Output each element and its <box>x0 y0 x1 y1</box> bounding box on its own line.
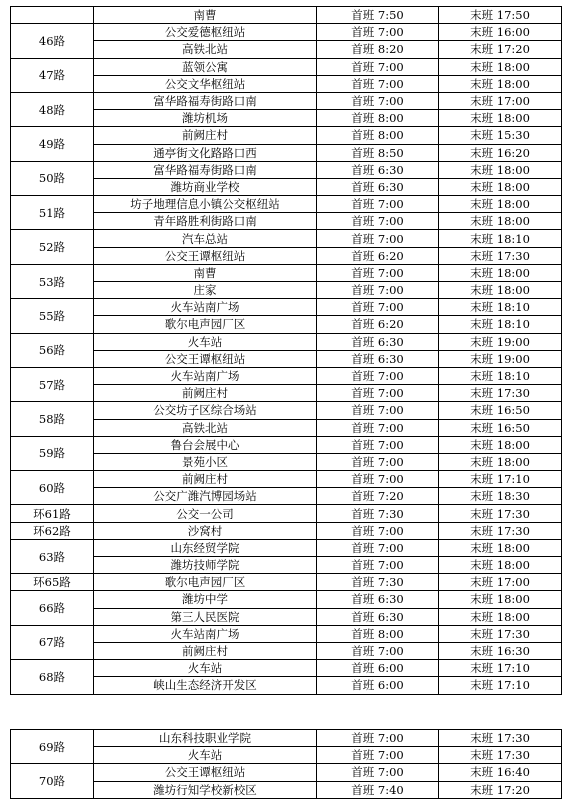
schedule-row <box>11 591 562 608</box>
route-number: 57路 <box>11 367 94 401</box>
last-bus-time: 末班 18:30 <box>439 488 562 505</box>
last-bus-time: 末班 17:00 <box>439 92 562 109</box>
first-bus-time: 首班 7:00 <box>317 747 439 764</box>
last-bus-time: 末班 18:00 <box>439 539 562 556</box>
first-bus-time: 首班 7:00 <box>317 402 439 419</box>
stop-name: 火车站 <box>94 333 317 350</box>
schedule-row <box>11 41 562 58</box>
stop-name: 山东经贸学院 <box>94 539 317 556</box>
stop-name: 火车站南广场 <box>94 625 317 642</box>
first-bus-time: 首班 6:30 <box>317 333 439 350</box>
first-bus-time: 首班 8:00 <box>317 625 439 642</box>
schedule-row <box>11 471 562 488</box>
stop-name: 潍坊中学 <box>94 591 317 608</box>
stop-name: 公交爱德枢纽站 <box>94 24 317 41</box>
last-bus-time: 末班 17:30 <box>439 247 562 264</box>
first-bus-time: 首班 7:00 <box>317 92 439 109</box>
schedule-row <box>11 730 562 747</box>
first-bus-time: 首班 6:30 <box>317 608 439 625</box>
stop-name: 潍坊商业学校 <box>94 178 317 195</box>
stop-name: 公交广潍汽博园场站 <box>94 488 317 505</box>
last-bus-time: 末班 18:00 <box>439 58 562 75</box>
schedule-row <box>11 608 562 625</box>
first-bus-time: 首班 7:00 <box>317 58 439 75</box>
last-bus-time: 末班 18:00 <box>439 213 562 230</box>
last-bus-time: 末班 18:00 <box>439 161 562 178</box>
last-bus-time: 末班 17:00 <box>439 574 562 591</box>
route-number: 50路 <box>11 161 94 195</box>
first-bus-time: 首班 7:00 <box>317 230 439 247</box>
first-bus-time: 首班 6:20 <box>317 316 439 333</box>
schedule-row <box>11 402 562 419</box>
last-bus-time: 末班 18:10 <box>439 367 562 384</box>
route-number: 58路 <box>11 402 94 436</box>
first-bus-time: 首班 7:50 <box>317 7 439 24</box>
first-bus-time: 首班 7:00 <box>317 471 439 488</box>
schedule-row <box>11 350 562 367</box>
first-bus-time: 首班 7:40 <box>317 781 439 798</box>
last-bus-time: 末班 18:10 <box>439 299 562 316</box>
stop-name: 公交王谭枢纽站 <box>94 350 317 367</box>
first-bus-time: 首班 6:20 <box>317 247 439 264</box>
first-bus-time: 首班 7:00 <box>317 453 439 470</box>
schedule-row <box>11 247 562 264</box>
stop-name: 汽车总站 <box>94 230 317 247</box>
route-number: 52路 <box>11 230 94 264</box>
schedule-row <box>11 505 562 522</box>
last-bus-time: 末班 19:00 <box>439 350 562 367</box>
stop-name: 高铁北站 <box>94 41 317 58</box>
route-number: 55路 <box>11 299 94 333</box>
stop-name: 富华路福寿街路口南 <box>94 161 317 178</box>
first-bus-time: 首班 7:30 <box>317 505 439 522</box>
route-number: 53路 <box>11 264 94 298</box>
stop-name: 潍坊技师学院 <box>94 557 317 574</box>
stop-name: 坊子地理信息小镇公交枢纽站 <box>94 196 317 213</box>
route-number: 49路 <box>11 127 94 161</box>
first-bus-time: 首班 7:30 <box>317 574 439 591</box>
schedule-row <box>11 230 562 247</box>
schedule-row <box>11 316 562 333</box>
first-bus-time: 首班 7:00 <box>317 264 439 281</box>
route-number <box>11 7 94 24</box>
bus-schedule-table-continued <box>10 729 562 799</box>
route-number: 67路 <box>11 625 94 659</box>
schedule-row <box>11 436 562 453</box>
stop-name: 第三人民医院 <box>94 608 317 625</box>
stop-name: 前阙庄村 <box>94 385 317 402</box>
stop-name: 鲁台会展中心 <box>94 436 317 453</box>
last-bus-time: 末班 15:30 <box>439 127 562 144</box>
stop-name: 通亭街文化路路口西 <box>94 144 317 161</box>
stop-name: 峡山生态经济开发区 <box>94 677 317 694</box>
stop-name: 火车站南广场 <box>94 367 317 384</box>
last-bus-time: 末班 18:00 <box>439 282 562 299</box>
schedule-row <box>11 92 562 109</box>
schedule-row <box>11 178 562 195</box>
schedule-row <box>11 161 562 178</box>
stop-name: 公交王谭枢纽站 <box>94 247 317 264</box>
first-bus-time: 首班 7:00 <box>317 764 439 781</box>
last-bus-time: 末班 17:30 <box>439 505 562 522</box>
first-bus-time: 首班 7:00 <box>317 419 439 436</box>
first-bus-time: 首班 7:00 <box>317 539 439 556</box>
stop-name: 潍坊机场 <box>94 110 317 127</box>
stop-name: 景苑小区 <box>94 453 317 470</box>
first-bus-time: 首班 8:00 <box>317 127 439 144</box>
last-bus-time: 末班 17:20 <box>439 41 562 58</box>
last-bus-time: 末班 17:30 <box>439 730 562 747</box>
schedule-row <box>11 333 562 350</box>
schedule-row <box>11 110 562 127</box>
stop-name: 歌尔电声园厂区 <box>94 574 317 591</box>
schedule-row <box>11 282 562 299</box>
schedule-row <box>11 557 562 574</box>
first-bus-time: 首班 7:00 <box>317 299 439 316</box>
stop-name: 高铁北站 <box>94 419 317 436</box>
schedule-row <box>11 764 562 781</box>
first-bus-time: 首班 8:00 <box>317 110 439 127</box>
last-bus-time: 末班 16:00 <box>439 24 562 41</box>
first-bus-time: 首班 7:00 <box>317 385 439 402</box>
last-bus-time: 末班 18:00 <box>439 608 562 625</box>
route-number: 47路 <box>11 58 94 92</box>
schedule-row <box>11 75 562 92</box>
first-bus-time: 首班 8:20 <box>317 41 439 58</box>
last-bus-time: 末班 16:20 <box>439 144 562 161</box>
last-bus-time: 末班 18:00 <box>439 436 562 453</box>
first-bus-time: 首班 6:30 <box>317 178 439 195</box>
route-number: 环62路 <box>11 522 94 539</box>
stop-name: 公交王谭枢纽站 <box>94 764 317 781</box>
last-bus-time: 末班 18:00 <box>439 178 562 195</box>
first-bus-time: 首班 6:30 <box>317 591 439 608</box>
first-bus-time: 首班 6:30 <box>317 350 439 367</box>
schedule-row <box>11 213 562 230</box>
first-bus-time: 首班 7:00 <box>317 367 439 384</box>
route-number: 70路 <box>11 764 94 798</box>
schedule-row <box>11 539 562 556</box>
first-bus-time: 首班 6:00 <box>317 677 439 694</box>
last-bus-time: 末班 17:10 <box>439 471 562 488</box>
stop-name: 公交文华枢纽站 <box>94 75 317 92</box>
schedule-row <box>11 747 562 764</box>
first-bus-time: 首班 7:00 <box>317 642 439 659</box>
stop-name: 蓝领公寓 <box>94 58 317 75</box>
route-number: 60路 <box>11 471 94 505</box>
last-bus-time: 末班 17:10 <box>439 677 562 694</box>
last-bus-time: 末班 17:50 <box>439 7 562 24</box>
schedule-row <box>11 299 562 316</box>
last-bus-time: 末班 18:00 <box>439 264 562 281</box>
last-bus-time: 末班 17:20 <box>439 781 562 798</box>
last-bus-time: 末班 17:10 <box>439 660 562 677</box>
route-number: 68路 <box>11 660 94 694</box>
first-bus-time: 首班 7:20 <box>317 488 439 505</box>
last-bus-time: 末班 16:50 <box>439 419 562 436</box>
last-bus-time: 末班 18:00 <box>439 75 562 92</box>
schedule-row <box>11 625 562 642</box>
last-bus-time: 末班 17:30 <box>439 522 562 539</box>
last-bus-time: 末班 18:00 <box>439 196 562 213</box>
first-bus-time: 首班 7:00 <box>317 24 439 41</box>
last-bus-time: 末班 17:30 <box>439 625 562 642</box>
schedule-row <box>11 642 562 659</box>
schedule-row <box>11 660 562 677</box>
stop-name: 富华路福寿街路口南 <box>94 92 317 109</box>
first-bus-time: 首班 8:50 <box>317 144 439 161</box>
first-bus-time: 首班 7:00 <box>317 557 439 574</box>
first-bus-time: 首班 7:00 <box>317 75 439 92</box>
last-bus-time: 末班 17:30 <box>439 747 562 764</box>
stop-name: 歌尔电声园厂区 <box>94 316 317 333</box>
stop-name: 庄家 <box>94 282 317 299</box>
last-bus-time: 末班 19:00 <box>439 333 562 350</box>
last-bus-time: 末班 18:00 <box>439 591 562 608</box>
stop-name: 沙窝村 <box>94 522 317 539</box>
route-number: 56路 <box>11 333 94 367</box>
route-number: 46路 <box>11 24 94 58</box>
schedule-row <box>11 7 562 24</box>
schedule-row <box>11 522 562 539</box>
route-number: 59路 <box>11 436 94 470</box>
stop-name: 火车站南广场 <box>94 299 317 316</box>
first-bus-time: 首班 7:00 <box>317 213 439 230</box>
stop-name: 火车站 <box>94 747 317 764</box>
schedule-row <box>11 419 562 436</box>
stop-name: 山东科技职业学院 <box>94 730 317 747</box>
stop-name: 南曹 <box>94 264 317 281</box>
last-bus-time: 末班 18:00 <box>439 453 562 470</box>
last-bus-time: 末班 18:00 <box>439 557 562 574</box>
route-number: 63路 <box>11 539 94 573</box>
first-bus-time: 首班 7:00 <box>317 282 439 299</box>
first-bus-time: 首班 7:00 <box>317 522 439 539</box>
schedule-row <box>11 385 562 402</box>
schedule-row <box>11 781 562 798</box>
first-bus-time: 首班 7:00 <box>317 196 439 213</box>
stop-name: 前阙庄村 <box>94 642 317 659</box>
last-bus-time: 末班 18:00 <box>439 110 562 127</box>
first-bus-time: 首班 6:30 <box>317 161 439 178</box>
route-number: 环65路 <box>11 574 94 591</box>
schedule-row <box>11 264 562 281</box>
schedule-row <box>11 144 562 161</box>
stop-name: 前阙庄村 <box>94 127 317 144</box>
stop-name: 南曹 <box>94 7 317 24</box>
schedule-row <box>11 58 562 75</box>
route-number: 48路 <box>11 92 94 126</box>
schedule-row <box>11 574 562 591</box>
stop-name: 前阙庄村 <box>94 471 317 488</box>
stop-name: 青年路胜利街路口南 <box>94 213 317 230</box>
last-bus-time: 末班 18:10 <box>439 316 562 333</box>
last-bus-time: 末班 18:10 <box>439 230 562 247</box>
route-number: 66路 <box>11 591 94 625</box>
last-bus-time: 末班 17:30 <box>439 385 562 402</box>
route-number: 环61路 <box>11 505 94 522</box>
schedule-row <box>11 24 562 41</box>
schedule-row <box>11 367 562 384</box>
last-bus-time: 末班 16:30 <box>439 642 562 659</box>
first-bus-time: 首班 7:00 <box>317 436 439 453</box>
first-bus-time: 首班 6:00 <box>317 660 439 677</box>
schedule-row <box>11 127 562 144</box>
last-bus-time: 末班 16:50 <box>439 402 562 419</box>
stop-name: 潍坊行知学校新校区 <box>94 781 317 798</box>
schedule-row <box>11 677 562 694</box>
stop-name: 公交一公司 <box>94 505 317 522</box>
route-number: 69路 <box>11 730 94 764</box>
schedule-row <box>11 488 562 505</box>
schedule-row <box>11 196 562 213</box>
bus-schedule-table <box>10 6 562 695</box>
schedule-row <box>11 453 562 470</box>
stop-name: 火车站 <box>94 660 317 677</box>
first-bus-time: 首班 7:00 <box>317 730 439 747</box>
stop-name: 公交坊子区综合场站 <box>94 402 317 419</box>
route-number: 51路 <box>11 196 94 230</box>
last-bus-time: 末班 16:40 <box>439 764 562 781</box>
